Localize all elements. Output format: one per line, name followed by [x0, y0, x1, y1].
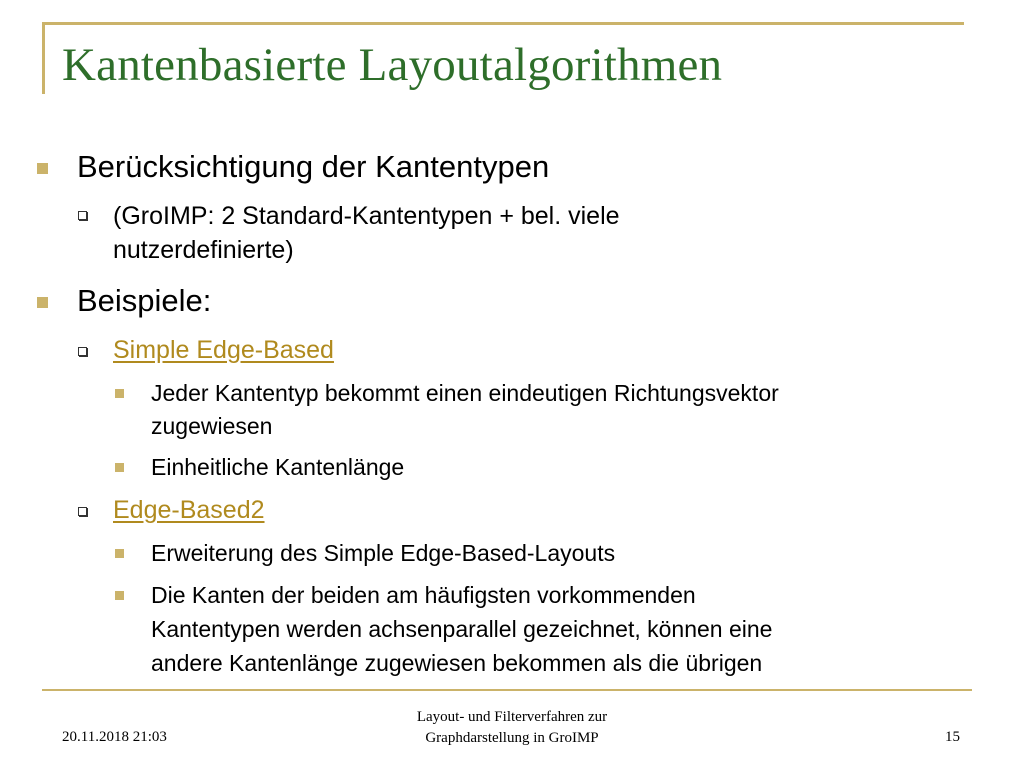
footer-title-line1: Layout- und Filterverfahren zur	[416, 709, 608, 725]
bullet-square-icon	[115, 463, 124, 472]
bullet-hollow-square-icon	[78, 507, 87, 516]
point-richtungsvektor-line1: Jeder Kantentyp bekommt einen eindeutigen Richtungsvektor	[151, 380, 779, 406]
footer-page-number: 15	[945, 729, 960, 745]
point-erweiterung: Erweiterung des Simple Edge-Based-Layouts	[151, 540, 616, 566]
bullet-square-icon	[115, 389, 124, 398]
point-richtungsvektor-line2: zugewiesen	[151, 413, 273, 439]
bullet-square-icon	[115, 591, 124, 600]
sub-item-groimp-line1: (GroIMP: 2 Standard-Kantentypen + bel. viele	[113, 202, 620, 230]
point-achsenparallel-line1: Die Kanten der beiden am häufigsten vorkommenden	[151, 582, 696, 608]
slide-title: Kantenbasierte Layoutalgorithmen	[62, 39, 723, 91]
bullet-square-icon	[37, 297, 48, 308]
frame-bottom-line	[42, 689, 972, 691]
point-einheitliche-kantenlaenge: Einheitliche Kantenlänge	[151, 454, 405, 480]
bullet-item-beispiele: Beispiele:	[77, 283, 212, 318]
point-achsenparallel-line2: Kantentypen werden achsenparallel gezeichnet, können eine	[151, 616, 773, 642]
bullet-hollow-square-icon	[78, 211, 87, 220]
footer-title-line2: Graphdarstellung in GroIMP	[425, 730, 599, 746]
point-achsenparallel-line3: andere Kantenlänge zugewiesen bekommen als die übrigen	[151, 650, 763, 676]
bullet-square-icon	[115, 549, 124, 558]
link-simple-edge-based[interactable]: Simple Edge-Based	[113, 336, 334, 364]
footer-title	[372, 707, 652, 749]
sub-item-groimp-line2: nutzerdefinierte)	[113, 236, 294, 264]
footer-date: 20.11.2018 21:03	[62, 729, 167, 745]
link-edge-based2[interactable]: Edge-Based2	[113, 496, 265, 524]
bullet-hollow-square-icon	[78, 347, 87, 356]
bullet-item-kantentypen: Berücksichtigung der Kantentypen	[77, 149, 550, 184]
bullet-square-icon	[37, 163, 48, 174]
